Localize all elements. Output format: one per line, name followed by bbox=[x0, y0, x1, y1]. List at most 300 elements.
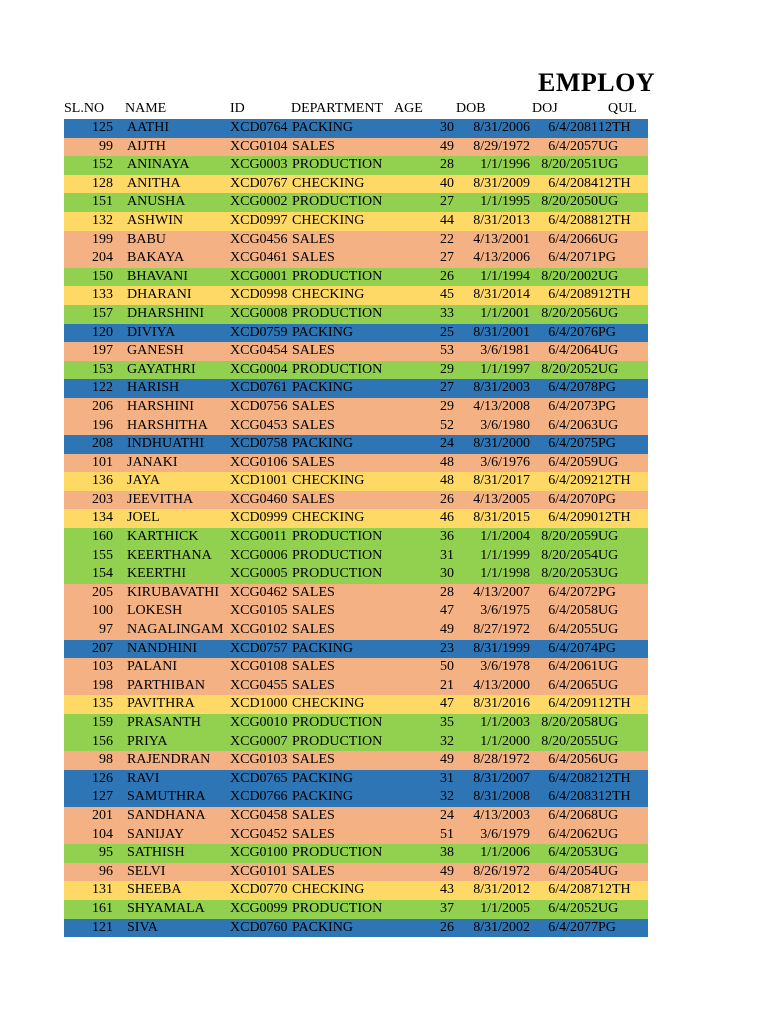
cell-age: 35 bbox=[440, 715, 454, 730]
cell-dob: 8/31/2013 bbox=[473, 212, 530, 228]
cell-qul: UG bbox=[598, 845, 619, 861]
cell-id: XCD0999 bbox=[230, 510, 288, 526]
cell-dob: 3/6/1979 bbox=[480, 826, 530, 842]
cell-department: PRODUCTION bbox=[292, 194, 383, 210]
cell-department: PACKING bbox=[292, 789, 353, 805]
cell-department: CHECKING bbox=[292, 882, 365, 898]
cell-sl-no: 161 bbox=[92, 900, 113, 916]
cell-department: PRODUCTION bbox=[292, 900, 383, 916]
cell-dob: 1/1/1999 bbox=[480, 547, 530, 563]
cell-age: 24 bbox=[440, 436, 454, 452]
cell-id: XCD0759 bbox=[230, 324, 288, 340]
cell-doj: 6/4/2058 bbox=[548, 603, 598, 619]
cell-qul: PG bbox=[598, 250, 616, 266]
cell-qul: 12TH bbox=[598, 770, 631, 786]
cell-doj: 6/4/2061 bbox=[548, 659, 598, 675]
table-row bbox=[64, 156, 648, 175]
header-dob: DOB bbox=[456, 101, 486, 116]
cell-id: XCG0007 bbox=[230, 733, 288, 749]
cell-age: 50 bbox=[440, 659, 454, 675]
cell-dob: 1/1/2004 bbox=[480, 529, 530, 545]
cell-qul: UG bbox=[598, 454, 619, 470]
cell-qul: UG bbox=[598, 268, 619, 284]
cell-qul: UG bbox=[598, 566, 619, 582]
cell-age: 49 bbox=[440, 863, 454, 879]
cell-qul: 12TH bbox=[598, 175, 631, 191]
cell-qul: UG bbox=[598, 361, 619, 377]
cell-department: SALES bbox=[292, 677, 335, 693]
cell-qul: UG bbox=[598, 547, 619, 563]
cell-age: 45 bbox=[440, 287, 454, 303]
cell-department: PACKING bbox=[292, 436, 353, 452]
cell-id: XCD0756 bbox=[230, 398, 288, 414]
cell-doj: 6/4/2062 bbox=[548, 826, 598, 842]
cell-dob: 8/31/1999 bbox=[473, 640, 530, 656]
cell-doj: 6/4/2091 bbox=[548, 696, 598, 712]
cell-age: 28 bbox=[440, 157, 454, 173]
cell-dob: 8/27/1972 bbox=[473, 622, 530, 638]
cell-name: NANDHINI bbox=[127, 640, 197, 656]
table-row bbox=[64, 175, 648, 194]
cell-id: XCG0010 bbox=[230, 715, 288, 730]
cell-name: KEERTHANA bbox=[127, 547, 212, 563]
cell-age: 27 bbox=[440, 380, 454, 396]
cell-qul: UG bbox=[598, 417, 619, 433]
cell-name: JAYA bbox=[127, 473, 160, 489]
cell-id: XCG0455 bbox=[230, 677, 288, 693]
header-sl-no: SL.NO bbox=[64, 101, 105, 116]
cell-age: 48 bbox=[440, 454, 454, 470]
cell-doj: 6/4/2087 bbox=[548, 882, 598, 898]
cell-sl-no: 101 bbox=[92, 454, 113, 470]
cell-qul: UG bbox=[598, 715, 619, 730]
cell-name: SATHISH bbox=[127, 845, 185, 861]
cell-name: BAKAYA bbox=[127, 250, 185, 266]
cell-dob: 8/31/2016 bbox=[473, 696, 530, 712]
cell-id: XCG0101 bbox=[230, 863, 288, 879]
cell-doj: 6/4/2089 bbox=[548, 287, 598, 303]
cell-dob: 4/13/2000 bbox=[473, 677, 530, 693]
cell-sl-no: 120 bbox=[92, 324, 113, 340]
cell-id: XCG0454 bbox=[230, 343, 288, 359]
cell-doj: 6/4/2052 bbox=[548, 900, 598, 916]
cell-doj: 6/4/2092 bbox=[548, 473, 598, 489]
cell-sl-no: 159 bbox=[92, 715, 113, 730]
cell-department: CHECKING bbox=[292, 212, 365, 228]
cell-sl-no: 153 bbox=[92, 361, 113, 377]
cell-doj: 6/4/2059 bbox=[548, 454, 598, 470]
header-department: DEPARTMENT bbox=[291, 101, 383, 116]
cell-department: SALES bbox=[292, 138, 335, 154]
cell-department: SALES bbox=[292, 398, 335, 414]
cell-dob: 8/31/2006 bbox=[473, 120, 530, 135]
cell-qul: UG bbox=[598, 733, 619, 749]
cell-id: XCG0105 bbox=[230, 603, 288, 619]
cell-id: XCG0004 bbox=[230, 361, 288, 377]
cell-dob: 8/31/2002 bbox=[473, 919, 530, 935]
cell-id: XCG0456 bbox=[230, 231, 288, 247]
table-row bbox=[64, 454, 648, 473]
cell-qul: 12TH bbox=[598, 287, 631, 303]
table-row bbox=[64, 472, 648, 491]
cell-doj: 6/4/2073 bbox=[548, 398, 598, 414]
cell-qul: UG bbox=[598, 863, 619, 879]
cell-sl-no: 205 bbox=[92, 584, 113, 600]
cell-id: XCD0770 bbox=[230, 882, 288, 898]
cell-department: PACKING bbox=[292, 120, 353, 135]
cell-sl-no: 208 bbox=[92, 436, 113, 452]
cell-doj: 6/4/2055 bbox=[548, 622, 598, 638]
cell-name: SIVA bbox=[127, 919, 158, 935]
cell-name: GANESH bbox=[127, 343, 184, 359]
cell-dob: 8/31/2001 bbox=[473, 324, 530, 340]
cell-department: PRODUCTION bbox=[292, 529, 383, 545]
cell-id: XCG0003 bbox=[230, 157, 288, 173]
table-row bbox=[64, 770, 648, 789]
cell-id: XCD1001 bbox=[230, 473, 288, 489]
cell-qul: 12TH bbox=[598, 212, 631, 228]
cell-dob: 8/28/1972 bbox=[473, 752, 530, 768]
cell-dob: 8/31/2012 bbox=[473, 882, 530, 898]
cell-age: 43 bbox=[440, 882, 454, 898]
cell-name: PARTHIBAN bbox=[127, 677, 205, 693]
table-row bbox=[64, 844, 648, 863]
cell-dob: 3/6/1978 bbox=[480, 659, 530, 675]
cell-id: XCG0108 bbox=[230, 659, 288, 675]
cell-qul: UG bbox=[598, 659, 619, 675]
cell-sl-no: 121 bbox=[92, 919, 113, 935]
cell-name: AATHI bbox=[127, 120, 169, 135]
cell-dob: 1/1/2006 bbox=[480, 845, 530, 861]
cell-qul: 12TH bbox=[598, 789, 631, 805]
cell-sl-no: 99 bbox=[99, 138, 113, 154]
cell-qul: UG bbox=[598, 138, 619, 154]
cell-sl-no: 196 bbox=[92, 417, 113, 433]
cell-dob: 8/31/2017 bbox=[473, 473, 530, 489]
cell-age: 21 bbox=[440, 677, 454, 693]
cell-id: XCD0998 bbox=[230, 287, 288, 303]
cell-doj: 6/4/2065 bbox=[548, 677, 598, 693]
cell-name: KIRUBAVATHI bbox=[127, 584, 220, 600]
cell-qul: PG bbox=[598, 398, 616, 414]
cell-age: 52 bbox=[440, 417, 454, 433]
cell-age: 49 bbox=[440, 138, 454, 154]
cell-age: 30 bbox=[440, 120, 454, 135]
cell-dob: 1/1/1996 bbox=[480, 157, 530, 173]
cell-qul: UG bbox=[598, 622, 619, 638]
cell-dob: 4/13/2006 bbox=[473, 250, 530, 266]
cell-department: SALES bbox=[292, 250, 335, 266]
cell-dob: 3/6/1975 bbox=[480, 603, 530, 619]
cell-qul: 12TH bbox=[598, 510, 631, 526]
header-doj: DOJ bbox=[532, 101, 558, 116]
cell-qul: UG bbox=[598, 343, 619, 359]
cell-name: DIVIYA bbox=[127, 324, 176, 340]
cell-qul: PG bbox=[598, 919, 616, 935]
table-row bbox=[64, 435, 648, 454]
cell-sl-no: 132 bbox=[92, 212, 113, 228]
cell-name: SHEEBA bbox=[127, 882, 182, 898]
table-row bbox=[64, 231, 648, 250]
cell-name: BHAVANI bbox=[127, 268, 188, 284]
cell-dob: 3/6/1981 bbox=[480, 343, 530, 359]
table-row bbox=[64, 919, 648, 938]
table-row bbox=[64, 900, 648, 919]
cell-sl-no: 207 bbox=[92, 640, 113, 656]
cell-department: PRODUCTION bbox=[292, 547, 383, 563]
cell-department: SALES bbox=[292, 584, 335, 600]
table-row bbox=[64, 751, 648, 770]
cell-department: SALES bbox=[292, 417, 335, 433]
cell-id: XCD0761 bbox=[230, 380, 288, 396]
cell-name: ANUSHA bbox=[127, 194, 186, 210]
cell-name: KARTHICK bbox=[127, 529, 199, 545]
cell-id: XCD0760 bbox=[230, 919, 288, 935]
cell-dob: 1/1/1994 bbox=[480, 268, 530, 284]
cell-sl-no: 136 bbox=[92, 473, 113, 489]
cell-dob: 3/6/1980 bbox=[480, 417, 530, 433]
cell-sl-no: 199 bbox=[92, 231, 113, 247]
cell-id: XCD1000 bbox=[230, 696, 288, 712]
cell-age: 25 bbox=[440, 324, 454, 340]
cell-name: DHARANI bbox=[127, 287, 192, 303]
header-name: NAME bbox=[125, 101, 167, 116]
cell-doj: 6/4/2057 bbox=[548, 138, 598, 154]
cell-qul: PG bbox=[598, 491, 616, 507]
employee-table-body bbox=[64, 119, 648, 937]
cell-doj: 6/4/2078 bbox=[548, 380, 598, 396]
cell-dob: 1/1/2000 bbox=[480, 733, 530, 749]
table-row bbox=[64, 491, 648, 510]
cell-doj: 6/4/2064 bbox=[548, 343, 598, 359]
cell-id: XCG0462 bbox=[230, 584, 288, 600]
cell-name: RAJENDRAN bbox=[127, 752, 211, 768]
cell-dob: 4/13/2008 bbox=[473, 398, 530, 414]
cell-sl-no: 160 bbox=[92, 529, 113, 545]
table-row bbox=[64, 658, 648, 677]
cell-age: 38 bbox=[440, 845, 454, 861]
header-age: AGE bbox=[394, 101, 423, 116]
cell-sl-no: 203 bbox=[92, 491, 113, 507]
cell-qul: PG bbox=[598, 436, 616, 452]
cell-age: 27 bbox=[440, 194, 454, 210]
cell-age: 36 bbox=[440, 529, 454, 545]
cell-department: PRODUCTION bbox=[292, 845, 383, 861]
cell-department: CHECKING bbox=[292, 473, 365, 489]
cell-department: SALES bbox=[292, 454, 335, 470]
cell-doj: 8/20/2056 bbox=[541, 305, 598, 321]
cell-name: PRASANTH bbox=[127, 715, 201, 730]
cell-qul: UG bbox=[598, 529, 619, 545]
cell-doj: 6/4/2083 bbox=[548, 789, 598, 805]
cell-doj: 6/4/2070 bbox=[548, 491, 598, 507]
cell-id: XCD0758 bbox=[230, 436, 288, 452]
cell-doj: 6/4/2053 bbox=[548, 845, 598, 861]
table-row bbox=[64, 249, 648, 268]
table-row bbox=[64, 584, 648, 603]
header-qul: QUL bbox=[608, 101, 637, 116]
cell-id: XCG0102 bbox=[230, 622, 288, 638]
cell-age: 46 bbox=[440, 510, 454, 526]
cell-id: XCG0460 bbox=[230, 491, 288, 507]
cell-age: 26 bbox=[440, 268, 454, 284]
cell-age: 47 bbox=[440, 603, 454, 619]
cell-sl-no: 103 bbox=[92, 659, 113, 675]
cell-sl-no: 154 bbox=[92, 566, 113, 582]
table-row bbox=[64, 305, 648, 324]
cell-id: XCG0011 bbox=[230, 529, 288, 545]
table-header bbox=[64, 100, 648, 119]
cell-age: 53 bbox=[440, 343, 454, 359]
table-row bbox=[64, 268, 648, 287]
cell-dob: 1/1/1995 bbox=[480, 194, 530, 210]
cell-age: 47 bbox=[440, 696, 454, 712]
cell-name: PRIYA bbox=[127, 733, 168, 749]
cell-name: JEEVITHA bbox=[127, 491, 194, 507]
cell-dob: 8/31/2008 bbox=[473, 789, 530, 805]
cell-name: SHYAMALA bbox=[127, 900, 205, 916]
cell-name: LOKESH bbox=[127, 603, 183, 619]
cell-department: SALES bbox=[292, 863, 335, 879]
cell-dob: 8/31/2015 bbox=[473, 510, 530, 526]
table-row bbox=[64, 714, 648, 733]
cell-qul: UG bbox=[598, 231, 619, 247]
table-row bbox=[64, 788, 648, 807]
cell-doj: 8/20/2051 bbox=[541, 157, 598, 173]
table-row bbox=[64, 733, 648, 752]
cell-age: 48 bbox=[440, 473, 454, 489]
cell-doj: 6/4/2063 bbox=[548, 417, 598, 433]
cell-age: 32 bbox=[440, 789, 454, 805]
cell-age: 49 bbox=[440, 752, 454, 768]
cell-department: SALES bbox=[292, 603, 335, 619]
table-row bbox=[64, 863, 648, 882]
cell-id: XCD0767 bbox=[230, 175, 288, 191]
table-row bbox=[64, 417, 648, 436]
cell-age: 31 bbox=[440, 770, 454, 786]
cell-id: XCG0103 bbox=[230, 752, 288, 768]
cell-sl-no: 96 bbox=[99, 863, 113, 879]
cell-sl-no: 198 bbox=[92, 677, 113, 693]
cell-id: XCG0006 bbox=[230, 547, 288, 563]
cell-qul: UG bbox=[598, 677, 619, 693]
cell-age: 44 bbox=[440, 212, 454, 228]
table-row bbox=[64, 342, 648, 361]
cell-age: 24 bbox=[440, 807, 454, 823]
cell-doj: 6/4/2081 bbox=[548, 120, 598, 135]
cell-id: XCG0099 bbox=[230, 900, 288, 916]
cell-sl-no: 126 bbox=[92, 770, 113, 786]
table-row bbox=[64, 212, 648, 231]
table-row bbox=[64, 602, 648, 621]
cell-qul: UG bbox=[598, 807, 619, 823]
cell-name: GAYATHRI bbox=[127, 361, 196, 377]
cell-sl-no: 127 bbox=[92, 789, 113, 805]
cell-dob: 8/26/1972 bbox=[473, 863, 530, 879]
cell-sl-no: 95 bbox=[99, 845, 113, 861]
cell-qul: PG bbox=[598, 324, 616, 340]
cell-sl-no: 201 bbox=[92, 807, 113, 823]
cell-name: NAGALINGAM bbox=[127, 622, 224, 638]
cell-name: ANINAYA bbox=[127, 157, 190, 173]
cell-qul: PG bbox=[598, 640, 616, 656]
cell-sl-no: 152 bbox=[92, 157, 113, 173]
cell-sl-no: 197 bbox=[92, 343, 113, 359]
cell-sl-no: 151 bbox=[92, 194, 113, 210]
cell-department: CHECKING bbox=[292, 175, 365, 191]
cell-id: XCD0764 bbox=[230, 120, 288, 135]
cell-doj: 8/20/2002 bbox=[541, 268, 598, 284]
table-row bbox=[64, 324, 648, 343]
table-row bbox=[64, 119, 648, 138]
cell-dob: 8/31/2000 bbox=[473, 436, 530, 452]
cell-name: ASHWIN bbox=[127, 212, 183, 228]
cell-sl-no: 204 bbox=[92, 250, 113, 266]
cell-age: 51 bbox=[440, 826, 454, 842]
cell-doj: 8/20/2058 bbox=[541, 715, 598, 730]
cell-name: HARISH bbox=[127, 380, 180, 396]
cell-doj: 8/20/2059 bbox=[541, 529, 598, 545]
cell-id: XCG0002 bbox=[230, 194, 288, 210]
cell-doj: 6/4/2056 bbox=[548, 752, 598, 768]
table-row bbox=[64, 528, 648, 547]
cell-name: DHARSHINI bbox=[127, 305, 204, 321]
table-row bbox=[64, 361, 648, 380]
cell-sl-no: 150 bbox=[92, 268, 113, 284]
cell-dob: 4/13/2007 bbox=[473, 584, 530, 600]
cell-dob: 4/13/2003 bbox=[473, 807, 530, 823]
cell-doj: 6/4/2054 bbox=[548, 863, 598, 879]
cell-dob: 8/31/2014 bbox=[473, 287, 530, 303]
cell-sl-no: 125 bbox=[92, 120, 113, 135]
cell-name: BABU bbox=[127, 231, 166, 247]
cell-department: SALES bbox=[292, 343, 335, 359]
cell-doj: 6/4/2084 bbox=[548, 175, 598, 191]
cell-name: JANAKI bbox=[127, 454, 178, 470]
cell-name: SANDHANA bbox=[127, 807, 206, 823]
cell-qul: PG bbox=[598, 380, 616, 396]
cell-department: CHECKING bbox=[292, 510, 365, 526]
cell-name: PALANI bbox=[127, 659, 178, 675]
cell-dob: 8/29/1972 bbox=[473, 138, 530, 154]
cell-age: 30 bbox=[440, 566, 454, 582]
cell-department: PRODUCTION bbox=[292, 157, 383, 173]
cell-name: INDHUATHI bbox=[127, 436, 204, 452]
cell-doj: 6/4/2088 bbox=[548, 212, 598, 228]
cell-doj: 6/4/2075 bbox=[548, 436, 598, 452]
cell-age: 37 bbox=[440, 900, 454, 916]
cell-doj: 6/4/2076 bbox=[548, 324, 598, 340]
cell-id: XCG0461 bbox=[230, 250, 288, 266]
table-row bbox=[64, 379, 648, 398]
table-row bbox=[64, 807, 648, 826]
cell-sl-no: 100 bbox=[92, 603, 113, 619]
cell-name: KEERTHI bbox=[127, 566, 187, 582]
cell-doj: 6/4/2066 bbox=[548, 231, 598, 247]
cell-age: 49 bbox=[440, 622, 454, 638]
cell-name: JOEL bbox=[127, 510, 160, 526]
cell-dob: 1/1/1997 bbox=[480, 361, 530, 377]
cell-sl-no: 156 bbox=[92, 733, 113, 749]
cell-department: SALES bbox=[292, 752, 335, 768]
header-id: ID bbox=[230, 101, 245, 116]
table-row bbox=[64, 621, 648, 640]
cell-department: SALES bbox=[292, 491, 335, 507]
cell-department: PRODUCTION bbox=[292, 361, 383, 377]
cell-name: HARSHINI bbox=[127, 398, 194, 414]
cell-doj: 8/20/2054 bbox=[541, 547, 598, 563]
cell-id: XCG0008 bbox=[230, 305, 288, 321]
